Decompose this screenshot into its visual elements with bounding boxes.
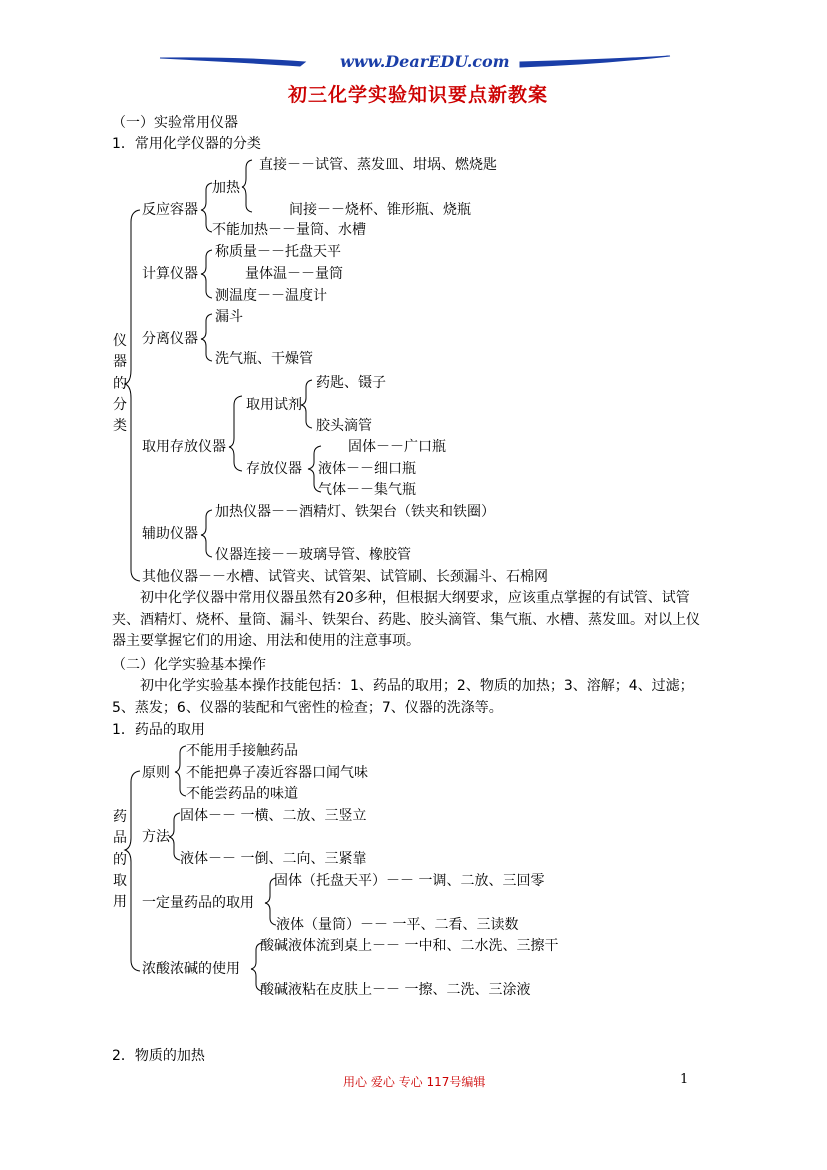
footer-text: 用心 爱心 专心 117号编辑 (343, 1075, 486, 1089)
principle-label: 原则 (142, 765, 170, 781)
measure-temperature: 测温度－－温度计 (215, 288, 327, 304)
heating-label: 加热 (212, 180, 240, 196)
principle-item: 不能尝药品的味道 (186, 786, 298, 802)
section1-paragraph: 初中化学仪器中常用仪器虽然有20多种，但根据大纲要求，应该重点掌握的有试管、试管夹、酒精灯、烧杯、量筒、漏斗、铁架台、药匙、胶头滴管、集气瓶、水槽、蒸发皿。对以上仪器主要掌握它们的用途、用法和使用的注意事项。 (112, 590, 700, 649)
tree-root-label: 药品的取用 (113, 809, 127, 911)
other-instruments: 其他仪器－－水槽、试管夹、试管架、试管刷、长颈漏斗、石棉网 (142, 569, 548, 585)
separation-instruments: 分离仪器 (142, 331, 198, 347)
storage-instruments: 取用存放仪器 (142, 439, 226, 455)
heating-devices: 加热仪器－－酒精灯、铁架台（铁夹和铁圈） (215, 504, 495, 520)
reaction-container: 反应容器 (142, 202, 198, 218)
measuring-instruments: 计算仪器 (142, 266, 198, 282)
measure-mass: 称质量－－托盘天平 (215, 244, 341, 260)
acid-base-item: 酸碱液粘在皮肤上－－ 一擦、二洗、三涂液 (260, 982, 531, 998)
gas-storage: 气体－－集气瓶 (318, 482, 416, 498)
acid-base-item: 酸碱液体流到桌上－－ 一中和、二水洗、三擦干 (260, 938, 559, 954)
measure-volume: 量体温－－量筒 (245, 266, 343, 282)
method-label: 方法 (142, 829, 170, 845)
page-title: 初三化学实验知识要点新教案 (288, 84, 549, 106)
funnel-item: 漏斗 (215, 309, 243, 325)
dropper: 胶头滴管 (316, 418, 372, 434)
storage-vessels: 存放仪器 (246, 461, 302, 477)
principle-item: 不能把鼻子凑近容器口闻气味 (186, 765, 368, 781)
section-heading: （二）化学实验基本操作 (112, 657, 266, 673)
method-liquid: 液体－－ 一倒、二向、三紧靠 (180, 851, 367, 867)
take-reagent: 取用试剂 (246, 397, 302, 413)
connecting-devices: 仪器连接－－玻璃导管、橡胶管 (215, 547, 411, 563)
subsection-heading: 1．常用化学仪器的分类 (112, 136, 261, 152)
direct-heating: 直接－－试管、蒸发皿、坩埚、燃烧匙 (259, 157, 497, 173)
subsection-heading: 1．药品的取用 (112, 722, 205, 738)
section2-paragraph: 初中化学实验基本操作技能包括：1、药品的取用；2、物质的加热；3、溶解；4、过滤；5、蒸发；6、仪器的装配和气密性的检查；7、仪器的洗涤等。 (112, 678, 694, 716)
solid-storage: 固体－－广口瓶 (348, 439, 446, 455)
quantity-liquid: 液体（量筒）－－ 一平、二看、三读数 (276, 917, 519, 933)
acid-base-label: 浓酸浓碱的使用 (142, 961, 240, 977)
quantity-label: 一定量药品的取用 (142, 895, 254, 911)
liquid-storage: 液体－－细口瓶 (318, 461, 416, 477)
auxiliary-instruments: 辅助仪器 (142, 526, 198, 542)
site-url[interactable]: www.DearEDU.com (340, 52, 510, 71)
subsection-heading: 2．物质的加热 (112, 1048, 205, 1064)
tree-root-label: 仪器的分类 (113, 333, 127, 435)
quantity-solid: 固体（托盘天平）－－ 一调、二放、三回零 (274, 873, 545, 889)
wash-bottle-item: 洗气瓶、干燥管 (215, 351, 313, 367)
principle-item: 不能用手接触药品 (186, 743, 298, 759)
method-solid: 固体－－ 一横、二放、三竖立 (180, 808, 367, 824)
not-heatable: 不能加热－－量筒、水槽 (212, 222, 366, 238)
indirect-heating: 间接－－烧杯、锥形瓶、烧瓶 (289, 202, 471, 218)
page-number: 1 (680, 1072, 689, 1087)
spoon-tweezers: 药匙、镊子 (316, 375, 386, 391)
section-heading: （一）实验常用仪器 (112, 115, 238, 131)
